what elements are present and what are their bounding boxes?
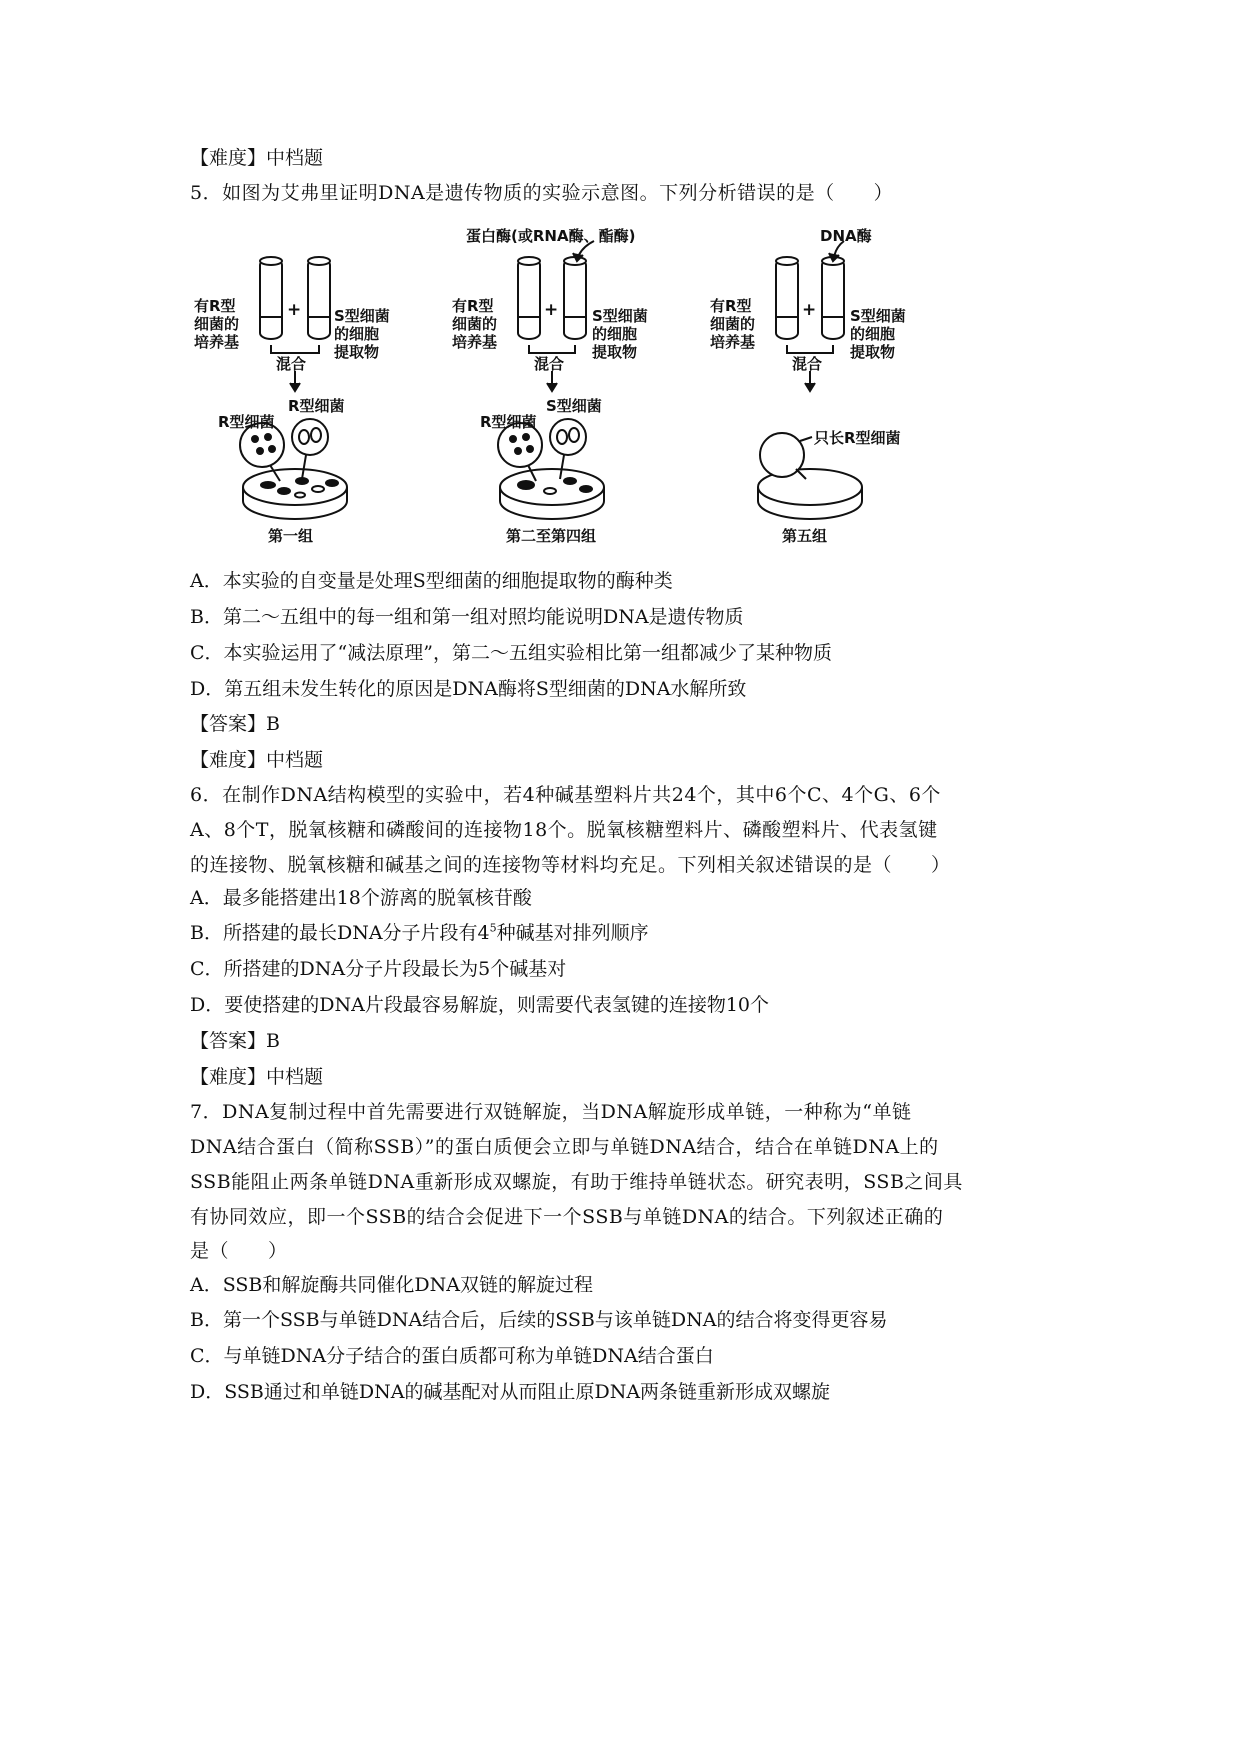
group-1-extract-label-2: 的细胞 — [334, 325, 380, 343]
difficulty-label: 【难度】中档题 — [190, 147, 324, 169]
question-7-option-c: C．与单链DNA分子结合的蛋白质都可称为单链DNA结合蛋白 — [190, 1345, 714, 1367]
difficulty-label: 【难度】中档题 — [190, 1066, 324, 1088]
group-2-left-bubble-label: R型细菌 — [480, 413, 537, 431]
question-7-stem-line-2: DNA结合蛋白（简称SSB）”的蛋白质便会立即与单链DNA结合，结合在单链DNA上的 — [190, 1136, 939, 1158]
answer-label: 【答案】B — [190, 1030, 280, 1052]
question-6-stem-line-2: A、8个T，脱氧核糖和磷酸间的连接物18个。脱氧核糖塑料片、磷酸塑料片、代表氢键 — [190, 819, 938, 841]
group-1 — [240, 257, 347, 519]
group-1-culture-tube — [260, 257, 282, 339]
question-5-stem: 5．如图为艾弗里证明DNA是遗传物质的实验示意图。下列分析错误的是（ ） — [190, 182, 894, 204]
group-3-extract-label-2: 的细胞 — [850, 325, 896, 343]
group-2-extract-label-3: 提取物 — [592, 343, 638, 361]
question-7-stem-line-5: 是（ ） — [190, 1240, 288, 1262]
group-1-extract-label-1: S型细菌 — [334, 307, 390, 325]
group-2-caption: 第二至第四组 — [506, 527, 597, 545]
group-2-culture-label-1: 有R型 — [452, 297, 494, 315]
question-7-option-a: A．SSB和解旋酶共同催化DNA双链的解旋过程 — [190, 1274, 593, 1296]
question-7-option-b: B．第一个SSB与单链DNA结合后，后续的SSB与该单链DNA的结合将变得更容易 — [190, 1309, 888, 1331]
question-6-option-b: B．所搭建的最长DNA分子片段有$4^5$种碱基对排列顺序 — [190, 921, 649, 944]
group-2-plus: + — [544, 300, 559, 320]
question-5-option-a: A．本实验的自变量是处理S型细菌的细胞提取物的酶种类 — [190, 570, 673, 592]
question-6-option-a: A．最多能搭建出18个游离的脱氧核苷酸 — [190, 887, 532, 909]
group-1-top-bubble-label: R型细菌 — [288, 397, 345, 415]
group-1-caption: 第一组 — [268, 527, 314, 545]
group-1-culture-label-1: 有R型 — [194, 297, 236, 315]
group-3-bubble-label: 只长R型细菌 — [814, 429, 901, 447]
question-6-stem-line-1: 6．在制作DNA结构模型的实验中，若4种碱基塑料片共24个，其中6个C、4个G、6个 — [190, 784, 941, 806]
group-1-mix-label: 混合 — [276, 355, 307, 373]
exponent: 5 — [489, 921, 497, 935]
group-3-mix-label: 混合 — [792, 355, 823, 373]
group-3-extract-label-3: 提取物 — [850, 343, 896, 361]
question-5-option-b: B．第二～五组中的每一组和第一组对照均能说明DNA是遗传物质 — [190, 606, 744, 628]
question-5-option-c: C．本实验运用了“减法原理”，第二～五组实验相比第一组都减少了某种物质 — [190, 642, 832, 664]
answer-label: 【答案】B — [190, 713, 280, 735]
group-2-enzyme-label: 蛋白酶(或RNA酶、酯酶) — [466, 227, 636, 245]
question-7-stem-line-4: 有协同效应，即一个SSB的结合会促进下一个SSB与单链DNA的结合。下列叙述正确的 — [190, 1206, 944, 1228]
group-2-mix-label: 混合 — [534, 355, 565, 373]
group-3-culture-label-1: 有R型 — [710, 297, 752, 315]
group-1-plus: + — [287, 300, 302, 320]
group-3 — [758, 241, 862, 519]
difficulty-label: 【难度】中档题 — [190, 749, 324, 771]
question-5-option-d: D．第五组未发生转化的原因是DNA酶将S型细菌的DNA水解所致 — [190, 678, 747, 700]
group-1-extract-tube — [308, 257, 330, 339]
group-3-extract-tube — [822, 257, 844, 339]
group-2-extract-label-2: 的细胞 — [592, 325, 638, 343]
group-1-petri-dish — [243, 469, 347, 519]
group-3-extract-label-1: S型细菌 — [850, 307, 906, 325]
group-2-culture-label-3: 培养基 — [452, 333, 498, 351]
group-2-petri-dish — [500, 469, 604, 519]
group-2 — [498, 241, 604, 519]
question-7-stem-line-3: SSB能阻止两条单链DNA重新形成双螺旋，有助于维持单链状态。研究表明，SSB之间具 — [190, 1171, 963, 1193]
group-1-extract-label-3: 提取物 — [334, 343, 380, 361]
group-2-culture-tube — [518, 257, 540, 339]
question-7-stem-line-1: 7．DNA复制过程中首先需要进行双链解旋，当DNA解旋形成单链，一种称为“单链 — [190, 1101, 912, 1123]
group-3-culture-tube — [776, 257, 798, 339]
group-3-petri-dish — [758, 469, 862, 519]
question-7-option-d: D．SSB通过和单链DNA的碱基配对从而阻止原DNA两条链重新形成双螺旋 — [190, 1381, 831, 1403]
group-1-culture-label-3: 培养基 — [194, 333, 240, 351]
group-3-culture-label-3: 培养基 — [710, 333, 756, 351]
group-3-enzyme-label: DNA酶 — [820, 227, 872, 245]
group-1-left-bubble-label: R型细菌 — [218, 413, 275, 431]
group-2-culture-label-2: 细菌的 — [452, 315, 498, 333]
question-6-option-c: C．所搭建的DNA分子片段最长为5个碱基对 — [190, 958, 567, 980]
group-1-culture-label-2: 细菌的 — [194, 315, 240, 333]
group-3-culture-label-2: 细菌的 — [710, 315, 756, 333]
question-6-option-d: D．要使搭建的DNA片段最容易解旋，则需要代表氢键的连接物10个 — [190, 994, 769, 1016]
group-2-extract-tube — [564, 257, 586, 339]
group-2-extract-label-1: S型细菌 — [592, 307, 648, 325]
avery-experiment-figure — [194, 227, 1070, 615]
group-3-caption: 第五组 — [782, 527, 828, 545]
question-6-stem-line-3: 的连接物、脱氧核糖和碱基之间的连接物等材料均充足。下列相关叙述错误的是（ ） — [190, 854, 951, 876]
group-2-top-bubble-label: S型细菌 — [546, 397, 602, 415]
group-3-plus: + — [802, 300, 817, 320]
